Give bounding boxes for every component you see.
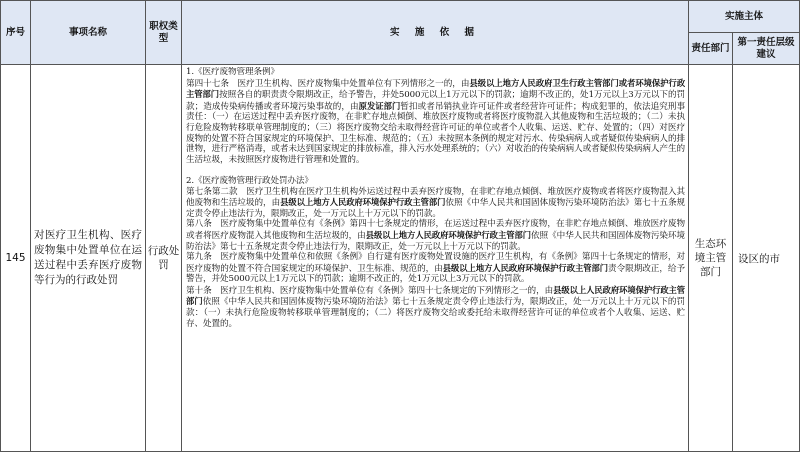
basis-text: 第八条 医疗废物集中处置单位有《条例》第四十七条规定的情形，在运送过程中丢弃医疗废物，在非贮存地点倾倒、堆放医疗废物或者将医疗废物混入其他废物和生活垃圾的，由 xyxy=(186,219,685,241)
matter-name: 对医疗卫生机构、医疗废物集中处置单位在运送过程中丢弃医疗废物等行为的行政处罚 xyxy=(31,65,146,452)
basis-text: 依照《中华人民共和国固体废物污染环境防治法》第七十五条规定责令停止违法行为，限期改正，处一万元以上十万元以下的罚款。 xyxy=(186,198,685,219)
authority-highlight: 县级以上人民政府环境保护行政主管部门 xyxy=(186,284,685,307)
header-name: 事项名称 xyxy=(31,1,146,65)
header-dept: 责任部门 xyxy=(689,33,733,65)
basis-text: 2.《医疗废物管理行政处罚办法》 xyxy=(186,175,313,186)
legal-basis-text xyxy=(186,67,685,451)
basis-text: 1.《医疗废物管理条例》 xyxy=(186,67,279,77)
header-subject: 实施主体 xyxy=(689,1,800,33)
header-basis: 实 施 依 据 xyxy=(182,1,689,65)
basis-paragraph xyxy=(186,67,685,78)
basis-paragraph xyxy=(186,219,685,252)
authority-highlight: 原发证部门 xyxy=(358,100,401,111)
authority-highlight: 县级以上地方人民政府环境保护行政主管部门 xyxy=(365,229,531,240)
basis-paragraph xyxy=(186,187,685,220)
basis-paragraph xyxy=(186,176,685,187)
authority-highlight: 县级以上地方人民政府卫生行政主管部门或者环境保护行政主管部门 xyxy=(186,77,685,100)
table-row xyxy=(1,65,800,452)
authority-highlight: 县级以上地方人民政府环境保护行政主管部门 xyxy=(442,262,609,273)
basis-text: 第四十七条 医疗卫生机构、医疗废物集中处置单位有下列情形之一的，由 xyxy=(186,78,470,89)
basis-text: 第九条 医疗废物集中处置单位和依照《条例》自行建有医疗废物处置设施的医疗卫生机构，有《条例》第四十七条规定的情形，对医疗废物的处置不符合国家规定的环境保护、卫生标准、规范的，由 xyxy=(186,252,685,274)
basis-paragraph xyxy=(186,252,685,285)
basis-text: 第十条 医疗卫生机构、医疗废物集中处置单位有《条例》第四十七条规定的下列情形之一的，由 xyxy=(186,285,554,296)
basis-text: 第七条第二款 医疗卫生机构在医疗卫生机构外运送过程中丢弃医疗废物，在非贮存地点倾倒、堆放医疗废物或者将医疗废物混入其他废物和生活垃圾的，由 xyxy=(186,186,685,209)
responsible-department: 生态环境主管部门 xyxy=(689,65,733,452)
authority-highlight: 县级以上地方人民政府环境保护行政主管部门 xyxy=(280,197,446,208)
basis-text: 依照《中华人民共和国固体废物污染环境防治法》第七十五条规定责令停止违法行为，限期改正，处一万元以上十万元以下的罚款。 xyxy=(186,230,685,252)
header-no: 序号 xyxy=(1,1,31,65)
basis-paragraph xyxy=(186,78,685,166)
header-level: 第一责任层级建议 xyxy=(733,33,800,65)
legal-basis xyxy=(182,65,689,452)
basis-text: 按照各自的职责责令限期改正，给予警告，并处5000元以上1万元以下的罚款；逾期不改正的，处1万元以上3万元以下的罚款；造成传染病传播或者环境污染事故的，由 xyxy=(186,90,685,112)
paragraph-gap xyxy=(186,165,685,176)
basis-text: 暂扣或者吊销执业许可证件或者经营许可证件；构成犯罪的，依法追究刑事责任：（一）在运送过程中丢弃医疗废物，在非贮存地点倾倒、堆放医疗废物或者将医疗废物混入其他废物和生活垃圾的；（二）未执行危险废物转移联单管理制度的；（三）将医疗废物交给未取得经营许可证的单位或者个人收集、运送、贮存、处置的；（四）对医疗废物的处置不符合国家规定的环境保护、卫生标准、规范的；（五）未按照本条例的规定对污水、传染病病人或者疑似传染病病人的排泄物，进行严格消毒，或者未达到国家规定的排放标准，排入污水处理系统的；（六）对收治的传染病病人或者疑似传染病病人产生的生活垃圾，未按照医疗废物进行管理和处置的。 xyxy=(186,101,685,165)
row-number: 145 xyxy=(1,65,31,452)
basis-paragraph xyxy=(186,285,685,329)
first-responsibility-level: 设区的市 xyxy=(733,65,800,452)
basis-text: 依照《中华人民共和国固体废物污染环境防治法》第七十五条规定责令停止违法行为，限期改正，处一万元以上十万元以下的罚款：（一）未执行危险废物转移联单管理制度的；（二）将医疗废物交给或委托给未取得经营许可证的单位或者个人收集、运送、贮存、处置的。 xyxy=(186,297,685,329)
header-type: 职权类型 xyxy=(146,1,182,65)
authority-type: 行政处罚 xyxy=(146,65,182,452)
basis-text: 责令限期改正，给予警告，并处5000元以上1万元以下的罚款；逾期不改正的，处1万元以上3万元以下的罚款。 xyxy=(186,263,685,285)
